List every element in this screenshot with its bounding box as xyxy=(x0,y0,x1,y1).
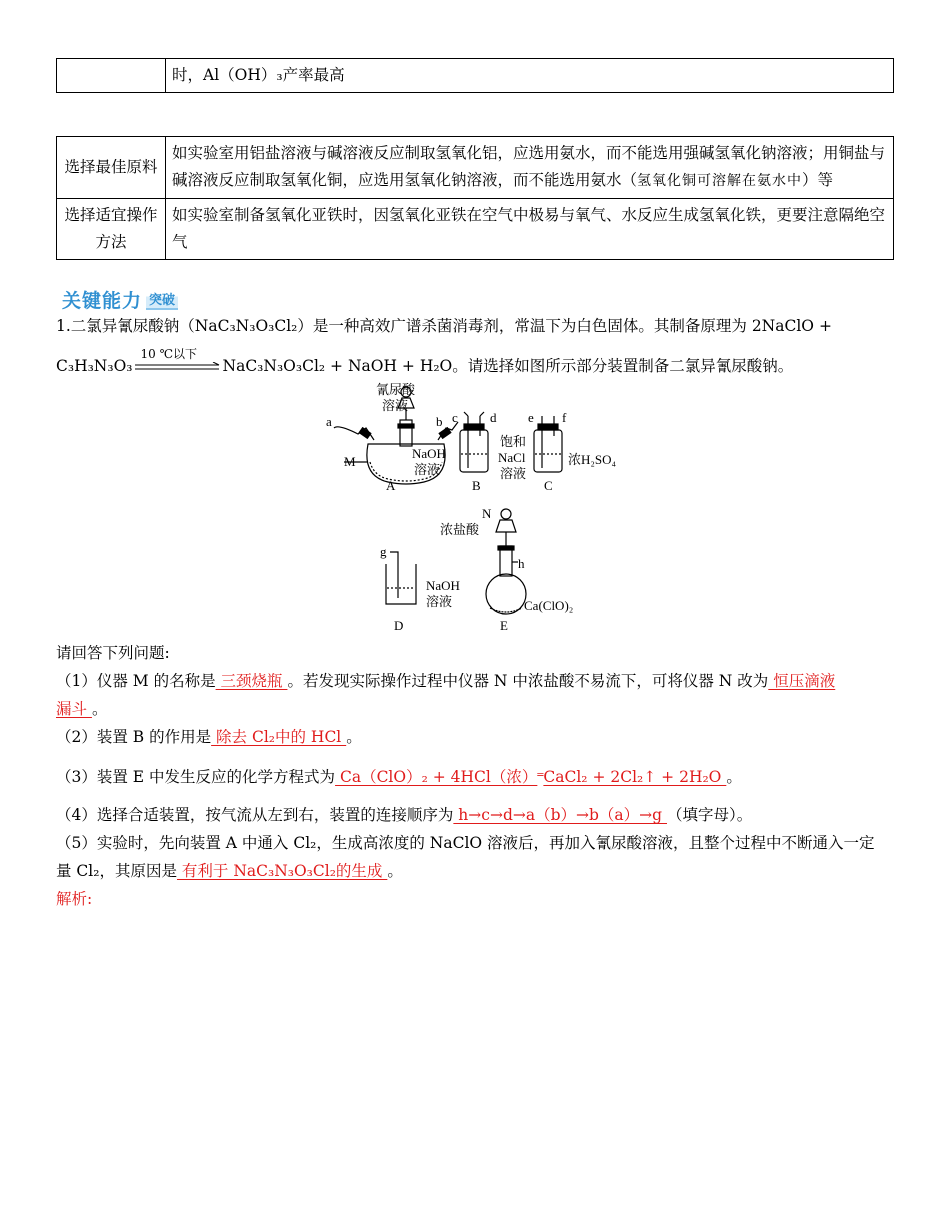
q1-answer-1: 三颈烧瓶 xyxy=(215,672,288,690)
label-conc-hcl: 浓盐酸 xyxy=(440,522,480,537)
table-continuation xyxy=(56,58,894,93)
label-solution-d: 溶液 xyxy=(426,594,453,609)
label-saturated: 饱和 xyxy=(500,434,527,449)
label-g: g xyxy=(380,544,387,559)
q5-text: 量 Cl₂，其原因是 xyxy=(56,862,177,880)
label-B: B xyxy=(472,478,481,493)
q1-text-mid: 。若发现实际操作过程中仪器 N 中浓盐酸不易流下，可将仪器 N 改为 xyxy=(287,672,769,690)
q1-end: 。 xyxy=(91,700,108,718)
q5-end: 。 xyxy=(387,862,403,880)
q4-end: （填字母）。 xyxy=(667,806,753,824)
cell-text-end: ）等 xyxy=(802,171,834,189)
section-heading xyxy=(62,284,178,314)
q1-line-2 xyxy=(56,697,896,721)
label-conc-h2so4: 浓H₂SO₄ xyxy=(568,452,617,467)
q3-end: 。 xyxy=(726,768,742,786)
products: NaC₃N₃O₃Cl₂ + NaOH + H₂O。请选择如图所示部分装置制备二氯异氰尿酸钠。 xyxy=(222,357,794,375)
q3-text: （3）装置 E 中发生反应的化学方程式为 xyxy=(56,768,336,786)
table-cell-content: 如实验室制备氢氧化亚铁时，因氢氧化亚铁在空气中极易与氧气、水反应生成氢氧化铁，更要注意隔绝空气 xyxy=(166,199,894,260)
label-D: D xyxy=(394,618,404,633)
analysis-label: 解析: xyxy=(56,890,93,908)
section-tag: 突破 xyxy=(146,289,178,310)
q5-answer: 有利于 NaC₃N₃O₃Cl₂的生成 xyxy=(176,862,388,880)
wash-bottle-icon xyxy=(460,430,488,472)
apparatus-D xyxy=(386,552,416,604)
label-C: C xyxy=(544,478,553,493)
beaker-icon xyxy=(386,564,416,604)
q1-text: （1）仪器 M 的名称是 xyxy=(56,672,216,690)
question-intro-line2 xyxy=(56,347,896,378)
label-solution-b: 溶液 xyxy=(500,466,527,481)
label-d: d xyxy=(490,410,497,425)
reactant: C₃H₃N₃O₃ xyxy=(56,357,133,375)
label-naoh-d: NaOH xyxy=(426,578,460,593)
q3-line xyxy=(56,764,896,789)
flask-icon xyxy=(486,574,526,614)
label-A: A xyxy=(386,478,396,493)
label-b: b xyxy=(436,414,443,429)
table-cell-label: 选择最佳原料 xyxy=(57,137,166,199)
apparatus-figure xyxy=(318,378,638,640)
label-a: a xyxy=(326,414,332,429)
q2-end: 。 xyxy=(346,728,362,746)
label-nacl: NaCl xyxy=(498,450,526,465)
q1-answer-2: 恒压滴液 xyxy=(768,672,836,690)
table-row xyxy=(57,137,894,199)
cell-note: 氢氧化铜可溶解在氨水中 xyxy=(637,173,803,189)
label-cyanuric-acid: 氰尿酸 xyxy=(376,382,416,397)
label-solution-a: 溶液 xyxy=(414,462,441,477)
cell-text: 如实验室用铝盐溶液与碱溶液反应制取氢氧化铝，应选用氨水，而不能选用强碱氢氧化钠溶液；用铜盐与碱溶液反应制取氢氧化铜，应选用氢氧化钠溶液，而不能选用氨水（ xyxy=(172,144,886,189)
table-cell-label: 选择适宜操作方法 xyxy=(57,199,166,260)
label-h: h xyxy=(518,556,525,571)
q1-line xyxy=(56,669,896,693)
table-cell-content: 时，Al（OH）₃产率最高 xyxy=(166,59,894,93)
q2-answer: 除去 Cl₂中的 HCl xyxy=(211,728,347,746)
table-row xyxy=(57,59,894,93)
label-f: f xyxy=(562,410,567,425)
label-naoh-a: NaOH xyxy=(412,446,446,461)
label-N: N xyxy=(482,506,492,521)
label-cyanuric-solution: 溶液 xyxy=(382,398,409,413)
drying-bottle-icon xyxy=(534,430,562,472)
q3-answer-left: Ca（ClO）₂ + 4HCl（浓） xyxy=(335,768,538,786)
apparatus-C xyxy=(534,416,562,472)
table-row xyxy=(57,199,894,260)
section-title: 关键能力 xyxy=(62,289,143,312)
question-intro-line1: 1.二氯异氰尿酸钠（NaC₃N₃O₃Cl₂）是一种高效广谱杀菌消毒剂，常温下为白色固体。其制备原理为 2NaClO + xyxy=(56,317,832,335)
label-c: c xyxy=(452,410,458,425)
label-M: M xyxy=(344,454,356,469)
apparatus-B xyxy=(460,412,488,472)
reaction-condition: 10 ℃以下 xyxy=(140,347,198,361)
q1-answer-2-cont: 漏斗 xyxy=(56,700,92,718)
arrow-icon xyxy=(135,362,221,372)
table-cell-label xyxy=(57,59,166,93)
equals-sign: ═ xyxy=(537,770,544,781)
prompt-line: 请回答下列问题: xyxy=(56,644,170,662)
q5-line: （5）实验时，先向装置 A 中通入 Cl₂，生成高浓度的 NaClO 溶液后，再加入氰尿酸溶液，且整个过程中不断通入一定 xyxy=(56,834,875,852)
q4-answer: h→c→d→a（b）→b（a）→g xyxy=(453,806,667,824)
principles-table xyxy=(56,136,894,260)
table-cell-content xyxy=(166,137,894,199)
label-e: e xyxy=(528,410,534,425)
q4-line xyxy=(56,803,896,827)
q5-line-2 xyxy=(56,859,896,883)
label-ca-clo2: Ca(ClO)₂ xyxy=(524,598,574,613)
reaction-arrow xyxy=(135,347,221,376)
q4-text: （4）选择合适装置，按气流从左到右，装置的连接顺序为 xyxy=(56,806,454,824)
q2-line xyxy=(56,725,896,749)
q3-answer-right: CaCl₂ + 2Cl₂↑ + 2H₂O xyxy=(543,768,727,786)
q2-text: （2）装置 B 的作用是 xyxy=(56,728,212,746)
label-E: E xyxy=(500,618,508,633)
